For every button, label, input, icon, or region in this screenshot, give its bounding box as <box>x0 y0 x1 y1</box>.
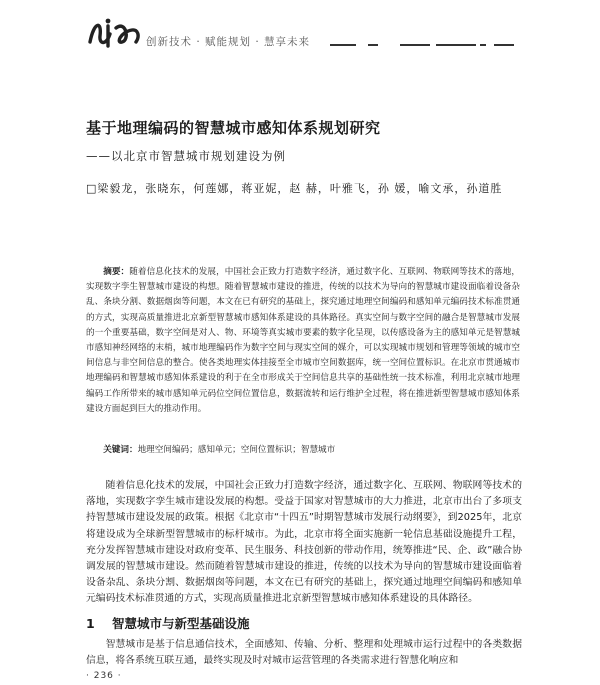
section-paragraph: 智慧城市是基于信息通信技术，全面感知、传输、分析、整理和处理城市运行过程中的各类数据信息，将各系统互联互通，最终实现及时对城市运营管理的各类需求进行智慧化响应和 <box>86 639 522 667</box>
journal-header <box>0 0 600 60</box>
journal-slogan: 创新技术 · 赋能规划 · 慧享未来 <box>146 36 311 48</box>
header-rule <box>400 44 430 46</box>
intro-paragraph: 随着信息化技术的发展，中国社会正致力打造数字经济，通过数字化、互联网、物联网等技术的落地，实现数字孪生城市建设发展的构想。受益于国家对智慧城市的大力推进，北京市出台了多项支持智慧城市建设发展的政策。根据《北京市“十四五”时期智慧城市发展行动纲要》，到2025年，北京将建设成为全球新型智慧城市的标杆城市。为此，北京市将全面实施新一轮信息基础设施提升工程，充分发挥智慧城市建设对政府变革、民生服务、科技创新的带动作用，统筹推进“民、企、政”融合协调发展的智慧城市建设。然而随着智慧城市建设的推进，传统的以技术为导向的智慧城市建设面临着设备杂乱、条块分割、数据烟囱等问题，本文在已有研究的基础上，探究通过地理空间编码和感知单元编码技术标准贯通的方式，实现高质量推进北京新型智慧城市感知体系建设的具体路径。 <box>86 480 522 605</box>
article-title: 基于地理编码的智慧城市感知体系规划研究 <box>86 119 381 137</box>
abstract-label: 摘要： <box>103 267 130 277</box>
keywords-label: 关键词： <box>103 445 138 455</box>
header-rule <box>368 44 378 46</box>
abstract <box>86 265 520 417</box>
keywords-text: 地理空间编码；感知单元；空间位置标识；智慧城市 <box>137 445 336 455</box>
page-number: · 236 · <box>86 671 122 681</box>
header-rule <box>480 44 486 46</box>
section-title: 智慧城市与新型基础设施 <box>112 616 250 631</box>
article-authors: □梁毅龙，张晓东，何莲娜，蒋亚妮，赵 赫，叶雅飞，孙 媛，喻文承，孙道胜 <box>86 182 503 195</box>
abstract-text: 随着信息化技术的发展，中国社会正致力打造数字经济，通过数字化、互联网、物联网等技术的落地，实现数字孪生智慧城市建设的构想。随着智慧城市建设的推进，传统的以技术为导向的智慧城市建设面临着设备杂乱、条块分割、数据烟囱等问题，本文在已有研究的基础上，探究通过地理空间编码和感知单元编码技术标准贯通的方式，实现高质量推进北京新型智慧城市感知体系建设的具体路径。真实空间与数字空间的融合是智慧城市发展的一个重要基础，数字空间是对人、物、环境等真实城市要素的数字化呈现，以传感设备为主的感知单元是智慧城市感知神经网络的末梢，城市地理编码作为数字空间与现实空间的媒介，可以实现城市规划和管理等领域的城市空间信息与非空间信息的整合。使各类地理实体挂接至全市城市空间数据库，统一空间位置标识。在北京市贯通城市地理编码和智慧城市感知体系建设的利于在全市形成关于空间信息共享的基础性统一技术标准，利用北京城市地理编码工作所带来的城市感知单元码位空间位置信息，数据流转和运行维护全过程，将在推进新型智慧城市感知体系建设方面起到巨大的推动作用。 <box>86 267 520 414</box>
article-subtitle: ——以北京市智慧城市规划建设为例 <box>86 149 286 163</box>
section-heading <box>86 614 250 632</box>
journal-logo <box>86 16 142 50</box>
keywords <box>86 443 520 458</box>
header-rule <box>494 44 514 46</box>
header-rule <box>330 44 356 46</box>
section-number: 1 <box>86 616 95 631</box>
header-rule <box>436 44 476 46</box>
